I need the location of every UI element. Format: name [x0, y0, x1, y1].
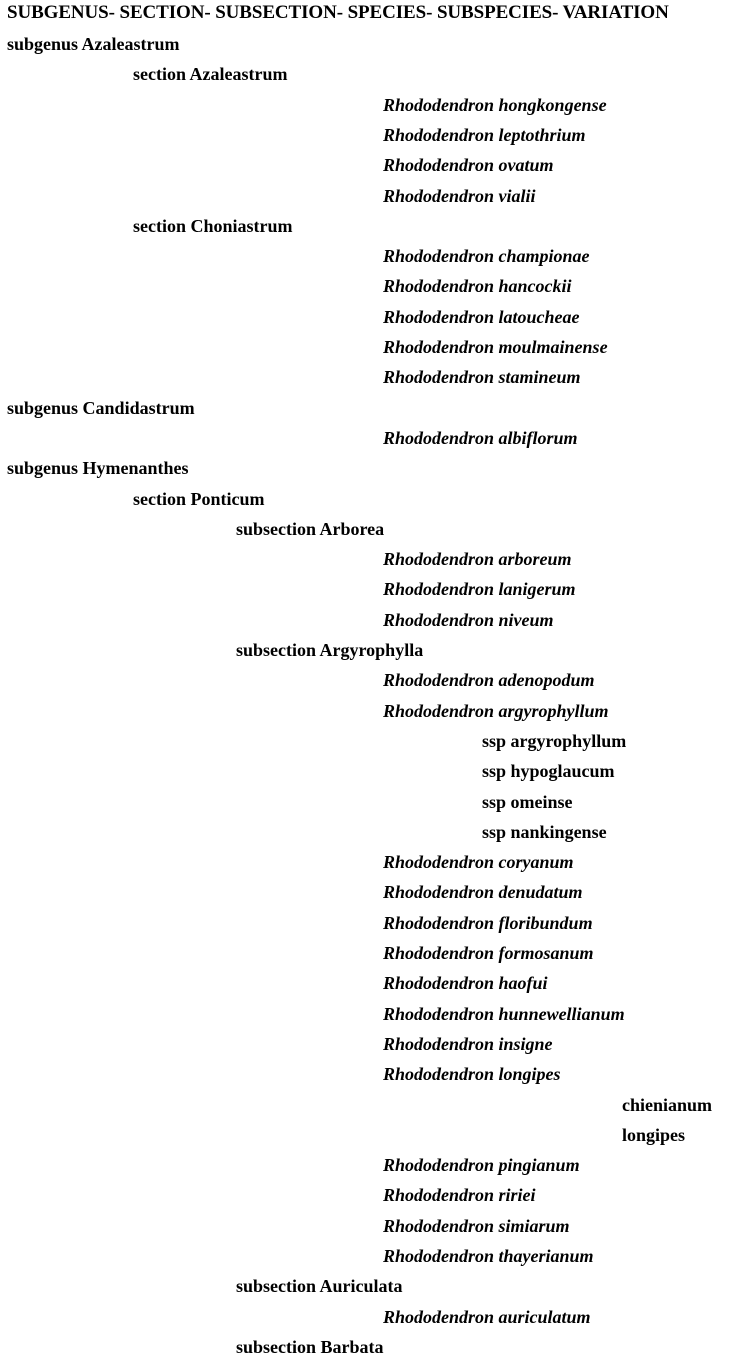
species-row: Rhododendron ririei: [383, 1185, 536, 1206]
section-row: section Choniastrum: [133, 215, 293, 236]
species-row: Rhododendron denudatum: [383, 882, 583, 903]
species-row: Rhododendron albiflorum: [383, 427, 578, 448]
species-row: Rhododendron ovatum: [383, 155, 554, 176]
subspecies-row: ssp nankingense: [482, 821, 607, 842]
species-row: Rhododendron hancockii: [383, 276, 572, 297]
species-row: Rhododendron leptothrium: [383, 124, 586, 145]
species-row: Rhododendron vialii: [383, 185, 536, 206]
variation-row: longipes: [622, 1124, 686, 1145]
species-row: Rhododendron thayerianum: [383, 1246, 594, 1266]
species-row: Rhododendron hunnewellianum: [383, 1003, 625, 1024]
section-row: section Ponticum: [133, 488, 265, 509]
section-row: section Azaleastrum: [133, 64, 288, 85]
species-row: Rhododendron adenopodum: [383, 670, 595, 691]
subgenus-row: subgenus Azaleastrum: [7, 34, 180, 54]
species-row: Rhododendron niveum: [383, 609, 554, 630]
species-row: Rhododendron auriculatum: [383, 1306, 591, 1327]
subsection-row: subsection Argyrophylla: [236, 640, 424, 660]
species-row: Rhododendron stamineum: [383, 367, 581, 388]
subgenus-row: subgenus Hymenanthes: [7, 458, 189, 479]
subspecies-row: ssp hypoglaucum: [482, 761, 615, 782]
subsection-row: subsection Barbata: [236, 1336, 384, 1357]
subsection-row: subsection Auriculata: [236, 1276, 403, 1297]
subsection-row: subsection Arborea: [236, 518, 385, 539]
species-row: Rhododendron longipes: [383, 1064, 561, 1085]
species-row: Rhododendron simiarum: [383, 1215, 570, 1236]
species-row: Rhododendron floribundum: [383, 912, 593, 933]
subspecies-row: ssp argyrophyllum: [482, 730, 627, 751]
species-row: Rhododendron moulmainense: [383, 337, 608, 357]
species-row: Rhododendron haofui: [383, 973, 548, 994]
species-row: Rhododendron insigne: [383, 1033, 553, 1054]
species-row: Rhododendron latoucheae: [383, 306, 580, 327]
hierarchy-header: SUBGENUS- SECTION- SUBSECTION- SPECIES- SUBSPECIES- VARIATION: [7, 2, 669, 23]
species-row: Rhododendron lanigerum: [383, 579, 576, 600]
subgenus-row: subgenus Candidastrum: [7, 397, 195, 418]
subspecies-row: ssp omeinse: [482, 791, 573, 812]
species-row: Rhododendron championae: [383, 246, 590, 267]
variation-row: chienianum: [622, 1094, 713, 1115]
species-row: Rhododendron argyrophyllum: [383, 700, 609, 721]
species-row: Rhododendron pingianum: [383, 1155, 580, 1176]
species-row: Rhododendron coryanum: [383, 852, 574, 873]
species-row: Rhododendron arboreum: [383, 549, 572, 570]
species-row: Rhododendron formosanum: [383, 943, 594, 963]
species-row: Rhododendron hongkongense: [383, 94, 607, 115]
